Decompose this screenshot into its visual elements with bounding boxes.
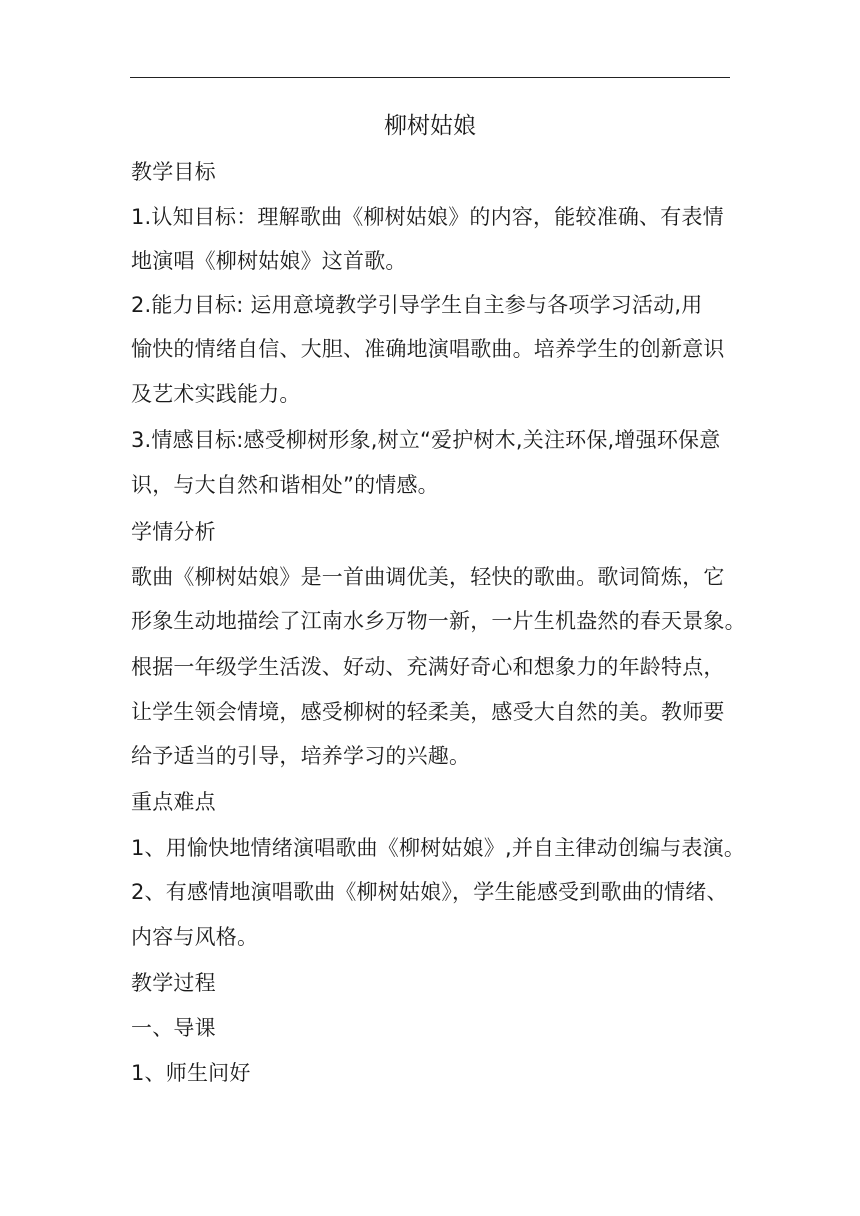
document-title: 柳树姑娘: [384, 113, 476, 139]
paragraph-line: 识，与大自然和谐相处”的情感。: [131, 473, 439, 497]
paragraph-line: 给予适当的引导，培养学习的兴趣。: [131, 744, 471, 768]
paragraph-line: 1.认知目标：理解歌曲《柳树姑娘》的内容，能较准确、有表情: [131, 205, 724, 229]
section-heading-goals: 教学目标: [131, 160, 216, 184]
paragraph-line: 愉快的情绪自信、大胆、准确地演唱歌曲。培养学生的创新意识: [131, 337, 725, 361]
paragraph-line: 2、有感情地演唱歌曲《柳树姑娘》，学生能感受到歌曲的情绪、: [131, 880, 728, 904]
section-heading-analysis: 学情分析: [131, 520, 216, 544]
header-rule: [130, 77, 730, 78]
paragraph-line: 内容与风格。: [131, 925, 259, 949]
paragraph-line: 让学生领会情境，感受柳树的轻柔美，感受大自然的美。教师要: [131, 700, 725, 724]
paragraph-line: 2.能力目标: 运用意境教学引导学生自主参与各项学习活动,用: [131, 293, 703, 317]
paragraph-line: 1、师生问好: [131, 1061, 251, 1085]
paragraph-line: 形象生动地描绘了江南水乡万物一新，一片生机盎然的春天景象。: [131, 609, 746, 633]
paragraph-line: 地演唱《柳树姑娘》这首歌。: [131, 249, 407, 273]
paragraph-line: 根据一年级学生活泼、好动、充满好奇心和想象力的年龄特点，: [131, 655, 725, 679]
section-heading-key-points: 重点难点: [131, 790, 216, 814]
paragraph-line: 歌曲《柳树姑娘》是一首曲调优美，轻快的歌曲。歌词简炼，它: [131, 565, 725, 589]
paragraph-line: 1、用愉快地情绪演唱歌曲《柳树姑娘》,并自主律动创编与表演。: [131, 836, 746, 860]
section-heading-process: 教学过程: [131, 971, 216, 995]
paragraph-line: 一、导课: [131, 1016, 216, 1040]
paragraph-line: 及艺术实践能力。: [131, 382, 301, 406]
paragraph-line: 3.情感目标:感受柳树形象,树立“爱护树木,关注环保,增强环保意: [131, 428, 721, 452]
